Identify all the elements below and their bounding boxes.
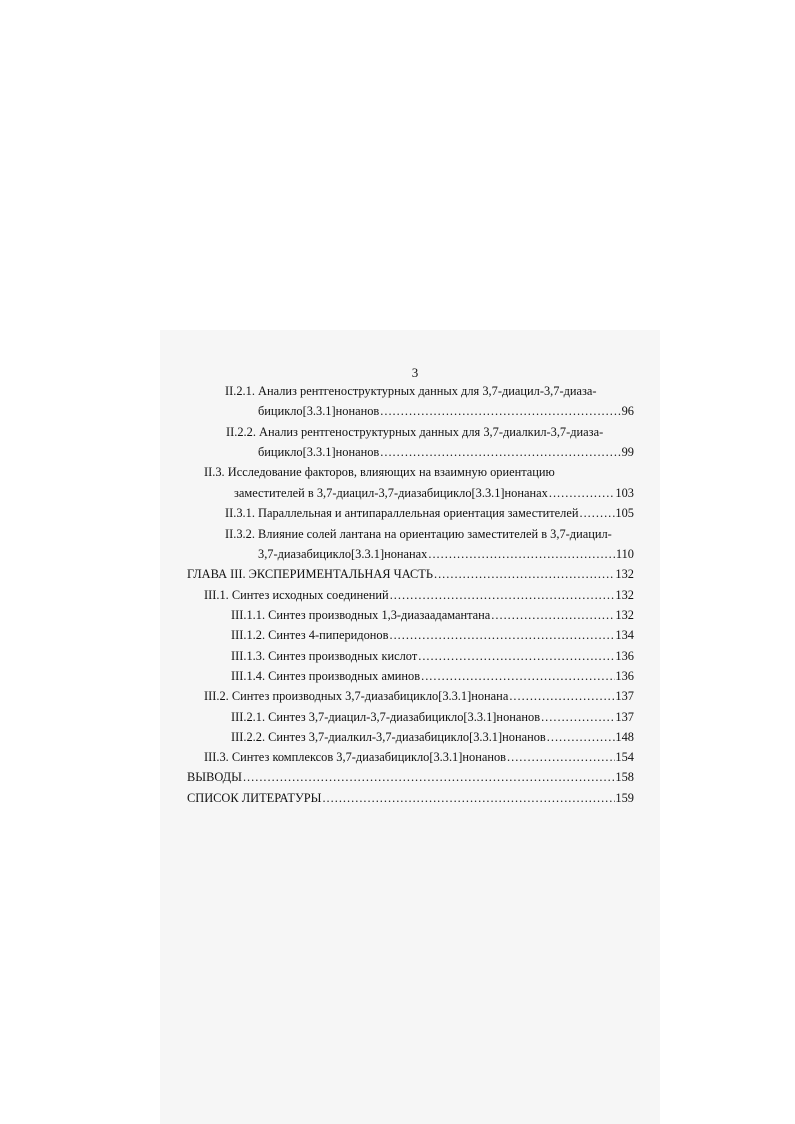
toc-entry-text: заместителей в 3,7-диацил-3,7-диазабицикло[3.3.1]нонанах xyxy=(234,486,548,500)
toc-entry-page: 154 xyxy=(615,750,634,764)
toc-entry-II-2-2-line1 xyxy=(226,424,603,440)
toc-entry-text: СПИСОК ЛИТЕРАТУРЫ xyxy=(187,791,322,805)
toc-entry-page: 148 xyxy=(615,730,634,744)
dot-leader xyxy=(243,769,615,785)
toc-entry-references xyxy=(187,790,634,806)
toc-entry-page: 137 xyxy=(615,689,634,703)
toc-entry-II-3-line1 xyxy=(204,464,555,480)
toc-entry-II-2-2-line2 xyxy=(258,444,634,460)
toc-entry-II-3-2-line2 xyxy=(258,546,634,562)
toc-entry-text: III.1.4. Синтез производных аминов xyxy=(231,669,421,683)
toc-entry-II-2-1-line1 xyxy=(225,383,597,399)
toc-entry-II-3-line2 xyxy=(234,485,634,501)
dot-leader xyxy=(549,485,616,501)
toc-entry-text: III.1.3. Синтез производных кислот xyxy=(231,649,418,663)
toc-entry-page: 96 xyxy=(621,404,634,418)
toc-entry-text: II.2.2. Анализ рентгеноструктурных данных для 3,7-диалкил-3,7-диаза- xyxy=(226,425,604,439)
toc-entry-page: 136 xyxy=(615,669,634,683)
dot-leader xyxy=(389,627,615,643)
toc-entry-text: III.2. Синтез производных 3,7-диазабицикло[3.3.1]нонана xyxy=(204,689,509,703)
toc-entry-text: III.2.2. Синтез 3,7-диалкил-3,7-диазабицикло[3.3.1]нонанов xyxy=(231,730,546,744)
toc-entry-text: II.3. Исследование факторов, влияющих на взаимную ориентацию xyxy=(204,465,555,479)
dot-leader xyxy=(509,688,615,704)
toc-entry-III-1-1 xyxy=(231,607,634,623)
toc-entry-page: 132 xyxy=(615,608,634,622)
toc-entry-II-3-2-line1 xyxy=(225,526,612,542)
dot-leader xyxy=(507,749,615,765)
toc-entry-page: 103 xyxy=(615,486,634,500)
toc-entry-page: 136 xyxy=(615,649,634,663)
toc-entry-page: 99 xyxy=(621,445,634,459)
toc-entry-III-1-3 xyxy=(231,648,634,664)
toc-entry-text: II.2.1. Анализ рентгеноструктурных данных для 3,7-диацил-3,7-диаза- xyxy=(225,384,597,398)
toc-entry-page: 105 xyxy=(615,506,634,520)
toc-entry-page: 158 xyxy=(615,770,634,784)
dot-leader xyxy=(380,403,621,419)
toc-entry-chapter-III xyxy=(187,566,634,582)
toc-entry-page: 132 xyxy=(615,588,634,602)
toc-entry-III-2-1 xyxy=(231,709,634,725)
toc-entry-text: II.3.1. Параллельная и антипараллельная ориентация заместителей xyxy=(225,506,579,520)
dot-leader xyxy=(322,790,615,806)
dot-leader xyxy=(434,566,615,582)
toc-entry-III-2-2 xyxy=(231,729,634,745)
toc-entry-II-3-1 xyxy=(225,505,634,521)
dot-leader xyxy=(390,587,616,603)
toc-entry-text: бицикло[3.3.1]нонанов xyxy=(258,404,380,418)
toc-entry-III-1-2 xyxy=(231,627,634,643)
toc-entry-II-2-1-line2 xyxy=(258,403,634,419)
toc-entry-III-1-4 xyxy=(231,668,634,684)
toc-entry-text: II.3.2. Влияние солей лантана на ориентацию заместителей в 3,7-диацил- xyxy=(225,527,612,541)
dot-leader xyxy=(547,729,616,745)
dot-leader xyxy=(491,607,615,623)
dot-leader xyxy=(579,505,615,521)
toc-entry-text: ВЫВОДЫ xyxy=(187,770,242,784)
dot-leader xyxy=(428,546,616,562)
toc-entry-conclusions xyxy=(187,769,634,785)
toc-entry-page: 132 xyxy=(615,567,634,581)
dot-leader xyxy=(541,709,615,725)
dot-leader xyxy=(380,444,621,460)
toc-entry-text: бицикло[3.3.1]нонанов xyxy=(258,445,380,459)
toc-entry-III-3 xyxy=(204,749,634,765)
toc-entry-page: 159 xyxy=(615,791,634,805)
toc-entry-text: III.1.2. Синтез 4-пиперидонов xyxy=(231,628,389,642)
toc-entry-text: III.2.1. Синтез 3,7-диацил-3,7-диазабицикло[3.3.1]нонанов xyxy=(231,710,541,724)
dot-leader xyxy=(418,648,615,664)
toc-entry-page: 134 xyxy=(615,628,634,642)
toc-entry-text: 3,7-диазабицикло[3.3.1]нонанах xyxy=(258,547,428,561)
toc-entry-page: 110 xyxy=(615,547,634,561)
toc-entry-text: III.1.1. Синтез производных 1,3-диазаадамантана xyxy=(231,608,491,622)
toc-entry-text: ГЛАВА III. ЭКСПЕРИМЕНТАЛЬНАЯ ЧАСТЬ xyxy=(187,567,433,581)
toc-entry-page: 137 xyxy=(615,710,634,724)
page-number: 3 xyxy=(411,365,419,380)
toc-entry-text: III.1. Синтез исходных соединений xyxy=(204,588,389,602)
dot-leader xyxy=(421,668,615,684)
toc-entry-III-2 xyxy=(204,688,634,704)
toc-entry-III-1 xyxy=(204,587,634,603)
toc-entry-text: III.3. Синтез комплексов 3,7-диазабицикло[3.3.1]нонанов xyxy=(204,750,507,764)
